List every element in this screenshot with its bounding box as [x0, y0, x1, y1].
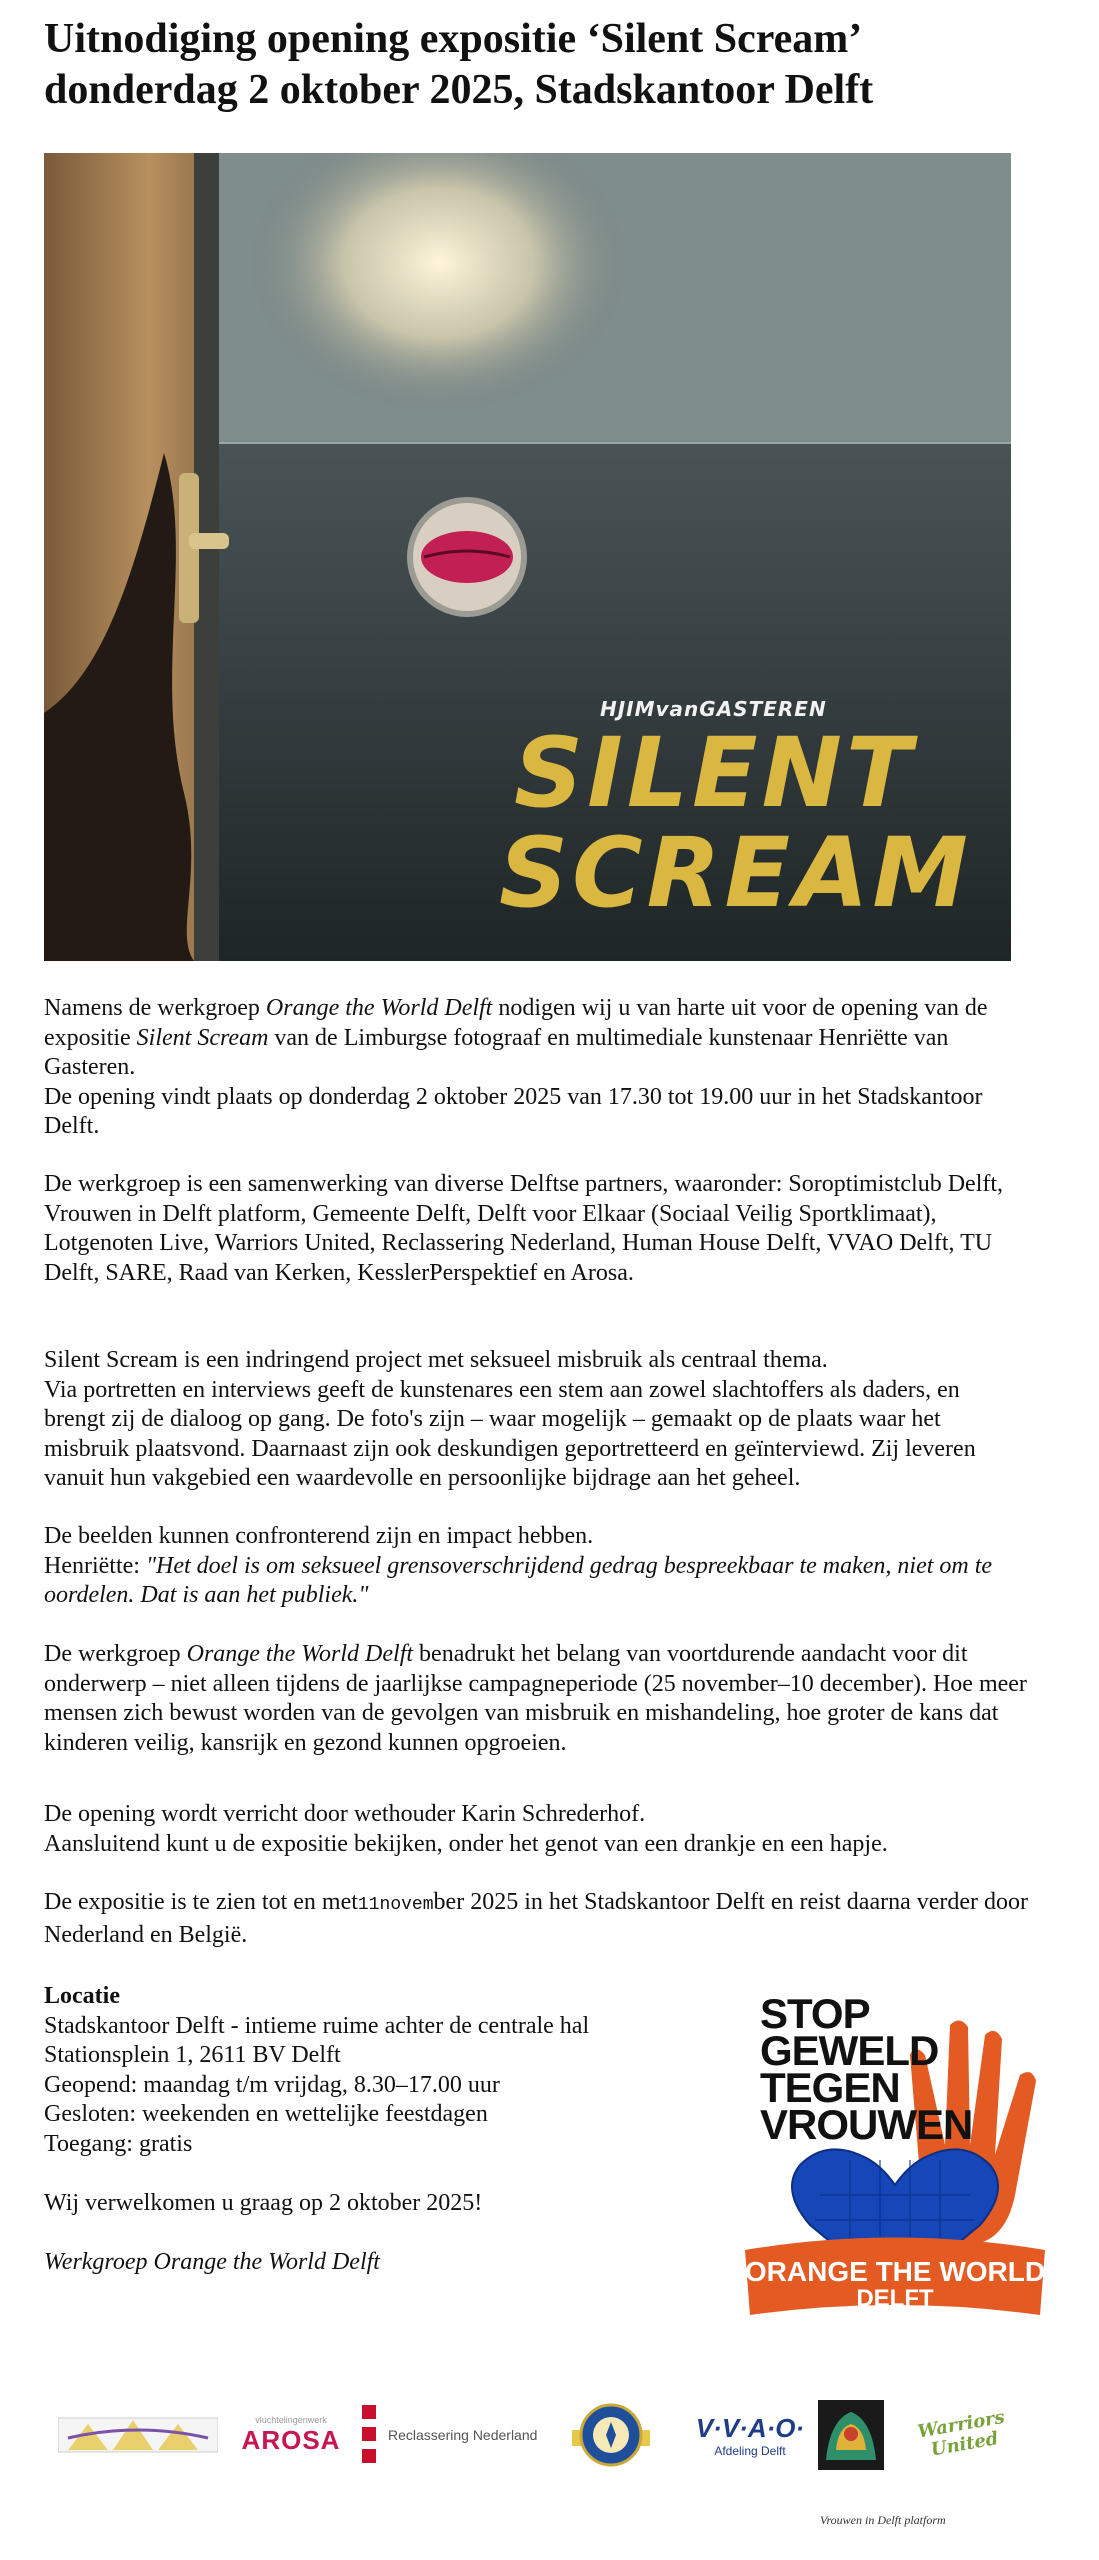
page-title	[44, 14, 1064, 116]
stop-text: STOP GEWELD TEGEN VROUWEN	[760, 1990, 973, 2148]
location-line: Toegang: gratis	[44, 2130, 193, 2157]
org-name: Orange the World Delft	[265, 995, 493, 1021]
sponsor-logo-artwork-1	[58, 2400, 218, 2470]
location-line: Stationsplein 1, 2611 BV Delft	[44, 2042, 341, 2068]
location-line: Stadskantoor Delft - intieme ruime achter de centrale hal	[44, 2012, 590, 2039]
warriors-united-logo: Warriors United	[916, 2406, 1007, 2461]
partners-paragraph: De werkgroep is een samenwerking van diverse Delftse partners, waaronder: Soroptimistclub Delft, Vrouwen in Delft platform, Gemeente Delft, Delft voor Elkaar (Sociaal Veilig Sportklimaat), Lotgenoten Live, Warriors United, Reclassering Nederland, Human House Delft, VVAO Delft, TU Delft, SARE, Raad van Kerken, KesslerPerspektief en Arosa.	[44, 1171, 1004, 1286]
arosa-logo: vluchtelingenwerk AROSA	[241, 2414, 341, 2455]
artist-quote: "Het doel is om seksueel grensoverschrijdend gedrag bespreekbaar te maken, niet om te oordelen. Dat is aan het publiek."	[44, 1552, 993, 1608]
attention-paragraph: De werkgroep Orange the World Delft benadrukt het belang van voortdurende aandacht voor dit onderwerp – niet alleen tijdens de jaarlijkse campagneperiode (25 november–10 december). Hoe meer mensen zich bewust worden van de gevolgen van misbruik en mishandeling, hoe groter de kans dat kinderen veilig, kansrijk en gezond kunnen opgroeien.	[44, 1641, 1027, 1756]
orange-the-world-banner: ORANGE THE WORLD DELFT	[744, 2256, 1046, 2312]
vrouwen-in-delft-logo	[816, 2400, 886, 2470]
vvao-logo: V·V·A·O· Afdeling Delft	[695, 2412, 805, 2458]
location-line: Geopend: maandag t/m vrijdag, 8.30–17.00 uur	[44, 2071, 500, 2098]
poster-credit: HJIMvanGASTEREN	[600, 697, 827, 721]
reclassering-logo: Reclassering Nederland	[362, 2400, 552, 2470]
title-line-2: donderdag 2 oktober 2025, Stadskantoor Delft	[44, 67, 874, 113]
location-heading: Locatie	[44, 1983, 120, 2009]
soroptimist-seal	[566, 2400, 656, 2470]
poster-title-line-2: SCREAM	[499, 817, 972, 929]
sponsor-1-artwork	[58, 2410, 218, 2460]
intro-paragraph: Namens de werkgroep Orange the World Delft nodigen wij u van harte uit voor de opening van de expositie Silent Scream van de Limburgse fotograaf en multimediale kunstenaar Henriëtte van Gasteren. De opening vindt plaats op donderdag 2 oktober 2025 van 17.30 tot 19.00 uur in het Stadskantoor Delft.	[44, 995, 988, 1139]
location-block	[44, 1982, 694, 2277]
location-line: Gesloten: weekenden en wettelijke feestdagen	[44, 2101, 488, 2127]
reclassering-mark	[362, 2405, 384, 2465]
stop-geweld-logo	[740, 1990, 1050, 2325]
seal-artwork	[568, 2400, 654, 2470]
signature: Werkgroep Orange the World Delft	[44, 2248, 380, 2275]
welcome-line: Wij verwelkomen u graag op 2 oktober 2025!	[44, 2189, 483, 2216]
poster-title-line-1: SILENT	[514, 717, 916, 829]
exhibition-name: Silent Scream	[136, 1024, 269, 1051]
exhibit-paragraph: De expositie is te zien tot en met11november 2025 in het Stadskantoor Delft en reist daarna verder door Nederland en België.	[44, 1889, 1029, 1948]
vrouwen-caption: Vrouwen in Delft platform	[820, 2513, 946, 2527]
project-paragraph: Silent Scream is een indringend project met seksueel misbruik als centraal thema. Via portretten en interviews geeft de kunstenares een stem aan zowel slachtoffers als daders, en brengt zij de dialoog op gang. De foto's zijn – waar mogelijk – gemaakt op de plaats waar het misbruik plaatsvond. Daarnaast zijn ook deskundigen geportretteerd en geïnterviewd. Zij leveren vanuit hun vakgebied een waardevolle en persoonlijke bijdrage aan het geheel.	[44, 1347, 976, 1491]
opening-time: De opening vindt plaats op donderdag 2 oktober 2025 van 17.30 tot 19.00 uur in het Stadskantoor Delft.	[44, 1083, 983, 1139]
vrouwen-artwork	[818, 2400, 884, 2470]
title-line-1: Uitnodiging opening expositie ‘Silent Scream’	[44, 16, 863, 62]
impact-paragraph: De beelden kunnen confronterend zijn en impact hebben. Henriëtte: "Het doel is om seksueel grensoverschrijdend gedrag bespreekbaar te maken, niet om te oordelen. Dat is aan het publiek."	[44, 1523, 993, 1608]
opening-paragraph: De opening wordt verricht door wethouder Karin Schrederhof. Aansluitend kunt u de expositie bekijken, onder het genot van een drankje en een hapje.	[44, 1801, 888, 1857]
silent-scream-poster	[44, 153, 1011, 961]
